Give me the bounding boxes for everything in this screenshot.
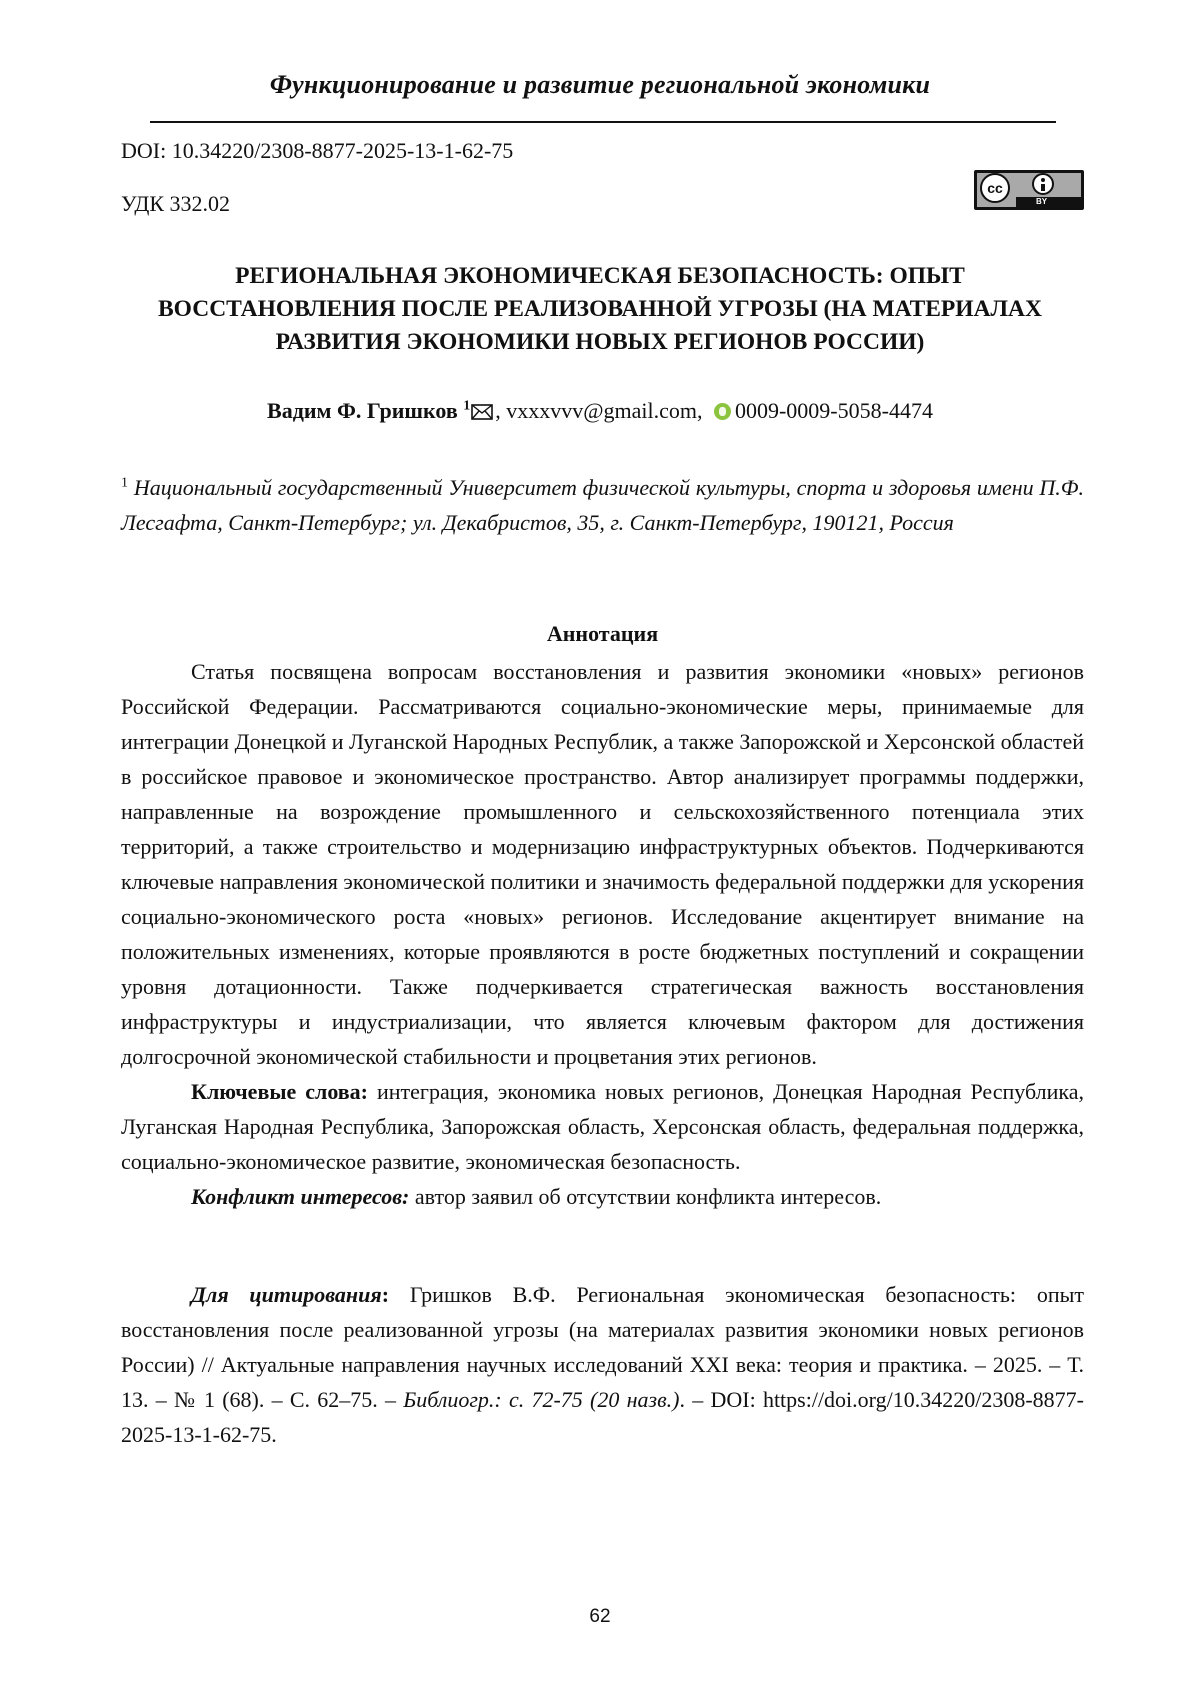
keywords-label: Ключевые слова: [191, 1079, 368, 1104]
conflict-label: Конфликт интересов: [191, 1184, 409, 1209]
email-envelope-icon[interactable] [471, 404, 493, 420]
journal-page [0, 0, 1200, 1697]
keywords-paragraph [121, 1074, 1084, 1179]
header-rule [150, 121, 1056, 123]
cc-by-license-badge[interactable] [974, 170, 1084, 210]
conflict-paragraph [121, 1179, 1084, 1214]
affiliation-text: Национальный государственный Университет физической культуры, спорта и здоровья имени П.Ф. Лесгафта, Санкт-Петербург; ул. Декабристов, 35, г. Санкт-Петербург, 190121, Россия [121, 475, 1084, 535]
citation-biblio: Библиогр.: с. 72-75 (20 назв.) [403, 1387, 679, 1412]
author-orcid[interactable]: 0009-0009-5058-4474 [735, 398, 933, 423]
citation-doi[interactable]: . – DOI: https://doi.org/10.34220/2308-8877-2025-13-1-62-75. [121, 1387, 1084, 1447]
affiliation-mark: 1 [121, 476, 128, 491]
abstract-heading: Аннотация [121, 621, 1084, 647]
page-number: 62 [0, 1606, 1200, 1628]
by-label: BY [1036, 197, 1047, 207]
affiliation [121, 470, 1084, 540]
abstract-body [121, 654, 1084, 1214]
citation-colon: : [382, 1282, 389, 1307]
author-email[interactable]: , vxxxvvv@gmail.com, [495, 398, 702, 423]
cc-icon: cc [980, 173, 1010, 203]
by-strip [1016, 197, 1081, 207]
by-person-icon [1032, 173, 1054, 195]
doi-line[interactable]: DOI: 10.34220/2308-8877-2025-13-1-62-75 [121, 138, 513, 164]
author-affiliation-mark: 1 [463, 399, 470, 414]
citation-text: Гришков В.Ф. Региональная экономическая безопасность: опыт восстановления после реализованной угрозы (на материалах развития экономики новых регионов России) // Актуальные направления научных исследований XXI века: теория и практика. – 2025. – Т. 13. – № 1 (68). – С. 62–75. – [121, 1282, 1084, 1412]
citation-paragraph [121, 1277, 1084, 1452]
running-head: Функционирование и развитие региональной экономики [150, 70, 1050, 100]
udk-line: УДК 332.02 [121, 191, 230, 217]
keywords-text: интеграция, экономика новых регионов, Донецкая Народная Республика, Луганская Народная Республика, Запорожская область, Херсонская область, федеральная поддержка, социально-экономическое развитие, экономическая безопасность. [121, 1079, 1084, 1174]
article-title: РЕГИОНАЛЬНАЯ ЭКОНОМИЧЕСКАЯ БЕЗОПАСНОСТЬ: ОПЫТ ВОССТАНОВЛЕНИЯ ПОСЛЕ РЕАЛИЗОВАННОЙ УГРОЗЫ (НА МАТЕРИАЛАХ РАЗВИТИЯ ЭКОНОМИКИ НОВЫХ РЕГИОНОВ РОССИИ) [121, 260, 1079, 359]
abstract-text: Статья посвящена вопросам восстановления и развития экономики «новых» регионов Российской Федерации. Рассматриваются социально-экономические меры, принимаемые для интеграции Донецкой и Луганской Народных Республик, а также Запорожской и Херсонской областей в российское правовое и экономическое пространство. Автор анализирует программы поддержки, направленные на возрождение промышленного и сельскохозяйственного потенциала этих территорий, а также строительство и модернизацию инфраструктурных объектов. Подчеркиваются ключевые направления экономической политики и значимость федеральной поддержки для ускорения социально-экономического роста «новых» регионов. Исследование акцентирует внимание на положительных изменениях, которые проявляются в росте бюджетных поступлений и сокращении уровня дотационности. Также подчеркивается стратегическая важность восстановления инфраструктуры и индустриализации, что является ключевым фактором для достижения долгосрочной экономической стабильности и процветания этих регионов. [121, 654, 1084, 1074]
author-line [121, 398, 1079, 424]
conflict-text: автор заявил об отсутствии конфликта интересов. [409, 1184, 881, 1209]
orcid-icon[interactable] [714, 403, 731, 420]
citation-block [121, 1277, 1084, 1452]
author-name: Вадим Ф. Гришков [267, 398, 458, 423]
citation-label: Для цитирования [191, 1282, 382, 1307]
